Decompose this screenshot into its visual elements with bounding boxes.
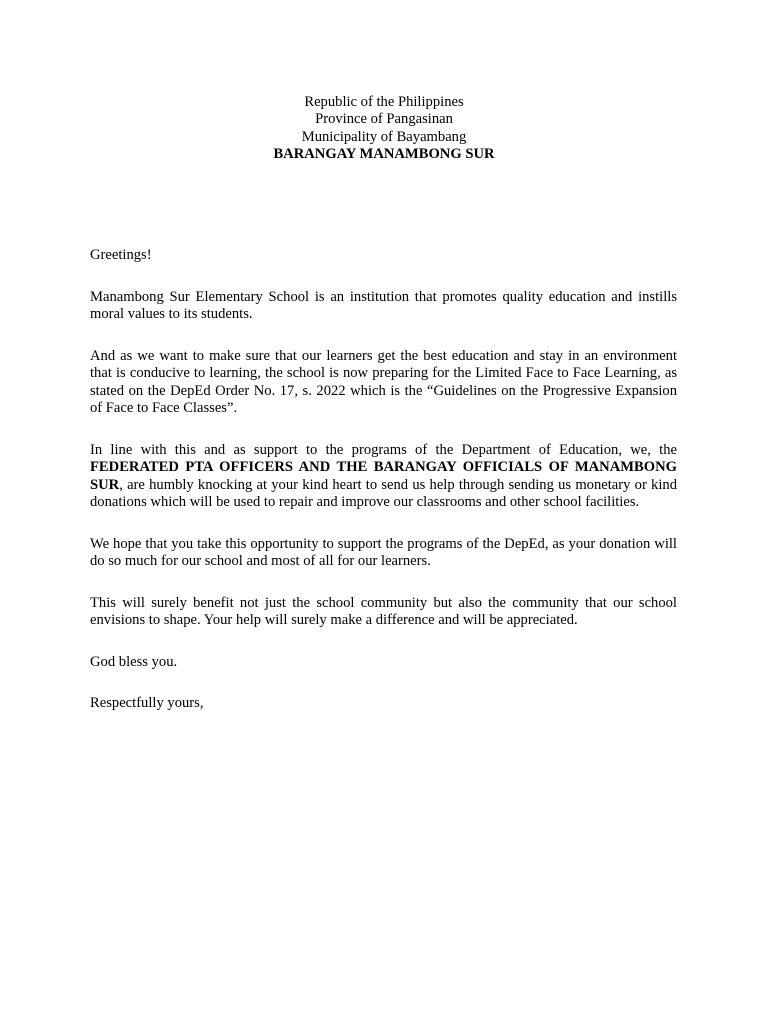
letter-paragraph-1: Manambong Sur Elementary School is an institution that promotes quality education and instills moral values to its students. (90, 288, 677, 322)
letterhead-province: Province of Pangasinan (315, 111, 453, 128)
letter-paragraph-5: This will surely benefit not just the school community but also the community that our school envisions to shape. Your help will surely make a difference and will be appreciated. (90, 594, 677, 628)
letter-greeting: Greetings! (90, 247, 152, 263)
letter-body (90, 247, 677, 737)
letter-closing: Respectfully yours, (90, 695, 204, 711)
letter-paragraph-4: We hope that you take this opportunity to support the programs of the DepEd, as your donation will do so much for our school and most of all for our learners. (90, 535, 677, 569)
paragraph-3-rest: , are humbly knocking at your kind heart to send us help through sending us monetary or kind donations which will be used to repair and improve our classrooms and other school facilities. (90, 476, 677, 510)
paragraph-3-intro: In line with this and as support to the programs of the Department of Education, we, the (90, 441, 677, 458)
letterhead-barangay: BARANGAY MANAMBONG SUR (273, 145, 495, 162)
paragraph-3-emphasis: FEDERATED PTA OFFICERS AND THE BARANGAY OFFICIALS OF MANAMBONG SUR (90, 459, 677, 493)
letter-blessing: God bless you. (90, 653, 178, 670)
letter-paragraph-3 (90, 442, 677, 512)
letterhead-country: Republic of the Philippines (304, 94, 464, 110)
letterhead (0, 94, 768, 163)
letter-paragraph-2: And as we want to make sure that our learners get the best education and stay in an environment that is conducive to learning, the school is now preparing for the Limited Face to Face Learning, as stated on the DepEd Order No. 17, s. 2022 which is the “Guidelines on the Progressive Expansion of Face to Face Classes”. (90, 347, 677, 416)
letterhead-municipality: Municipality of Bayambang (301, 128, 467, 145)
